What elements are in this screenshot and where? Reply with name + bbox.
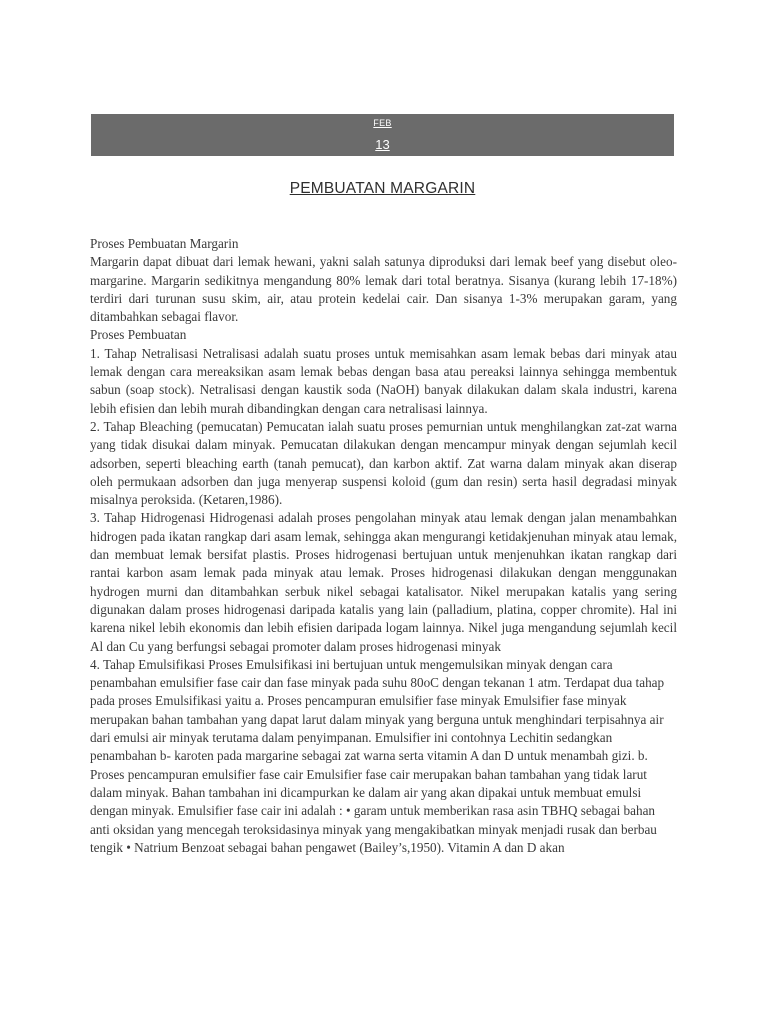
date-header <box>91 114 674 156</box>
page-title: PEMBUATAN MARGARIN <box>289 180 476 197</box>
section-heading: Proses Pembuatan Margarin <box>90 236 239 251</box>
step-paragraph-netralisasi: 1. Tahap Netralisasi Netralisasi adalah suatu proses untuk memisahkan asam lemak bebas dari minyak atau lemak dengan cara mereaksikan asam lemak bebas dengan basa atau pereaksi lainnya sehingga membentuk sabun (soap stock). Netralisasi dengan kaustik soda (NaOH) banyak dilakukan dalam skala industri, karena lebih efisien dan lebih murah dibandingkan dengan cara netralisasi lainnya. <box>90 345 677 416</box>
intro-paragraph: Margarin dapat dibuat dari lemak hewani, yakni salah satunya diproduksi dari lemak beef yang disebut oleo-margarine. Margarin sedikitnya mengandung 80% lemak dari total beratnya. Sisanya (kurang lebih 17-18%) terdiri dari turunan susu skim, air, atau protein kedelai cair. Dan sisanya 1-3% merupakan garam, yang ditambahkan sebagai flavor. <box>90 254 677 325</box>
date-month-link[interactable]: FEB <box>373 118 392 128</box>
date-day-link[interactable]: 13 <box>375 137 390 152</box>
step-paragraph-hidrogenasi: 3. Tahap Hidrogenasi Hidrogenasi adalah proses pengolahan minyak atau lemak dengan jalan menambahkan hidrogen pada ikatan rangkap dari asam lemak, sehingga akan mengurangi ketidakjenuhan minyak atau lemak, dan membuat lemak bersifat plastis. Proses hidrogenasi bertujuan untuk menjenuhkan ikatan rangkap dari rantai karbon asam lemak pada minyak atau lemak. Proses hidrogenasi dilakukan dengan menggunakan hydrogen murni dan ditambahkan serbuk nikel sebagai katalisator. Nikel merupakan katalis yang sering digunakan dalam proses hidrogenasi daripada katalis yang lain (palladium, platina, copper chromite). Hal ini karena nikel lebih ekonomis dan lebih efisien daripada logam lainnya. Nikel juga mengandung sejumlah kecil Al dan Cu yang berfungsi sebagai promoter dalam proses hidrogenasi minyak <box>90 510 677 654</box>
step-paragraph-bleaching: 2. Tahap Bleaching (pemucatan) Pemucatan ialah suatu proses pemurnian untuk menghilangkan zat-zat warna yang tidak disukai dalam minyak. Pemucatan dilakukan dengan mencampur minyak dengan sejumlah kecil adsorben, seperti bleaching earth (tanah pemucat), dan karbon aktif. Zat warna dalam minyak akan diserap oleh permukaan adsorben dan juga menyerap suspensi koloid (gum dan resin) serta hasil degradasi minyak misalnya peroksida. (Ketaren,1986). <box>90 418 677 508</box>
article-body <box>90 235 677 857</box>
step-paragraph-emulsifikasi: 4. Tahap Emulsifikasi Proses Emulsifikasi ini bertujuan untuk mengemulsikan minyak dengan cara penambahan emulsifier fase cair dan fase minyak pada suhu 80oC dengan tekanan 1 atm. Terdapat dua tahap pada proses Emulsifikasi yaitu a. Proses pencampuran emulsifier fase minyak Emulsifier fase minyak merupakan bahan tambahan yang dapat larut dalam minyak yang berguna untuk menghindari terpisahnya air dari emulsi air minyak terutama dalam penyimpanan. Emulsifier ini contohnya Lechitin sedangkan penambahan b- karoten pada margarine sebagai zat warna serta vitamin A dan D untuk menambah gizi. b. Proses pencampuran emulsifier fase cair Emulsifier fase cair merupakan bahan tambahan yang tidak larut dalam minyak. Bahan tambahan ini dicampurkan ke dalam air yang akan dipakai untuk membuat emulsi dengan minyak. Emulsifier fase cair ini adalah : • garam untuk memberikan rasa asin TBHQ sebagai bahan anti oksidan yang mencegah teroksidasinya minyak yang mengakibatkan minyak menjadi rusak dan berbau tengik • Natrium Benzoat sebagai bahan pengawet (Bailey’s,1950). Vitamin A dan D akan <box>90 656 665 855</box>
section-heading: Proses Pembuatan <box>90 327 187 343</box>
